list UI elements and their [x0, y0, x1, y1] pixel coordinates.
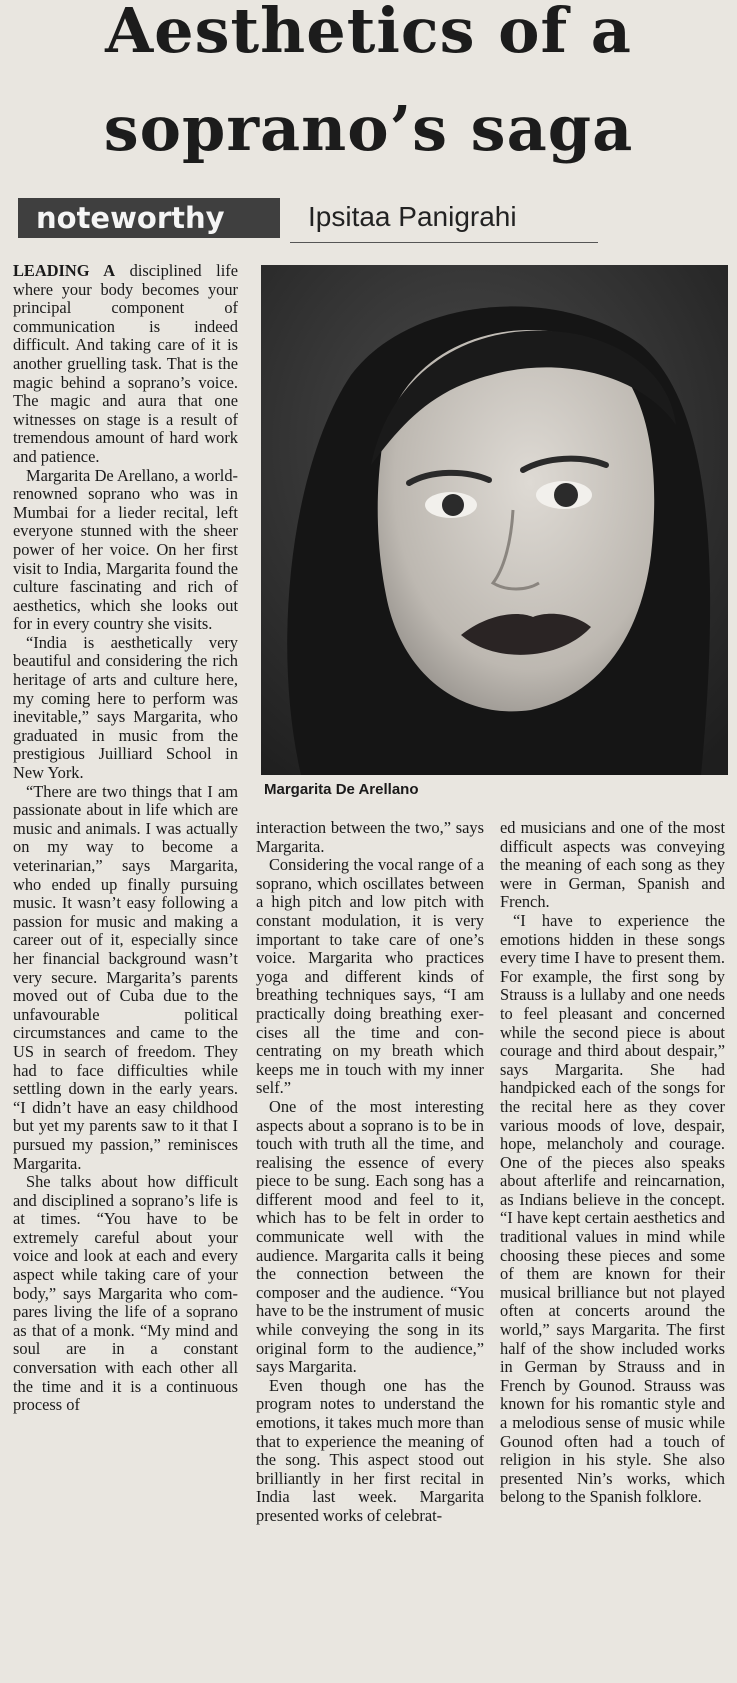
paragraph: Even though one has the program notes to understand the emotions, it takes much more than that to experience the meaning of the song. This aspect stood out brilliantly in her first recital in India last week. Margarita presented works of celebrat- [256, 1375, 484, 1525]
portrait-photo [261, 265, 728, 775]
paragraph: Considering the vocal range of a soprano, which oscillates between a high pitch and low pitch with constant modulation, it is very important to take care of one’s voice. Margarita who practices yoga and different kinds of breathing techniques says, “I am practically doing breathing exercises all the time and concentrating on my breath which keeps me in touch with my inner self.” [256, 855, 484, 1098]
paragraph: “India is aesthetically very beautiful and considering the rich heritage of arts and culture here, my coming here to perform was inevitable,” says Margarita, who graduated in music from the prestigious Juilliard School in New York. [13, 632, 238, 783]
paragraph: One of the most interesting aspects about a soprano is to be in touch with truth all the time, and realising the essence of every piece to be sung. Each song has a different mood and feel to it, which has to be felt in order to communicate well with the audience. Margarita calls it being the connection between the composer and the audience. “You have to be the instrument of music while conveying the song in its original form to the audience,” says Margarita. [256, 1096, 484, 1377]
paragraph: She talks about how difficult and disciplined a soprano’s life is at times. “You have to be extremely careful about your voice and look at each and every aspect while taking care of your body,” says Margarita who compares living the life of a soprano as that of a monk. “My mind and soul are in a constant conversation with each other all the time and it is a continuous process of [13, 1172, 238, 1415]
paragraph: ed musicians and one of the most difficult aspects was conveying the meaning of each song as they were in German, Spanish and French. [500, 818, 725, 912]
byline [18, 198, 598, 238]
headline-line-2: soprano’s saga [103, 92, 634, 165]
article-column-3 [500, 819, 725, 1507]
section-tag: noteworthy [18, 198, 280, 238]
paragraph: Margarita De Arellano, a world-renowned soprano who was in Mumbai for a lieder recital, left everyone stunned with the sheer power of her voice. On her first visit to India, Margarita found the culture fascinating and rich of aesthetics, which she looks out for in every country she visits. [13, 465, 238, 634]
lead-in: LEADING A [13, 261, 116, 280]
article-column-1 [13, 262, 238, 1415]
paragraph: “There are two things that I am passionate about in life which are music and animals. I was actually on my way to become a veterinarian,” says Margarita, who ended up finally pursuing music. It wasn’t easy following a passion for music and making a career out of it, especially since her financial background wasn’t very secure. Margarita’s parents moved out of Cuba due to the unfavourable political circumstances and came to the US in search of freedom. They had to face difficulties while settling down in the early years. “I didn’t have an easy childhood but yet my parents saw to it that I pursued my passion,” reminisces Margarita. [13, 781, 238, 1173]
author-name: Ipsitaa Panigrahi [308, 201, 517, 232]
paragraph-text: disciplined life where your body becomes your principal component of communication is indeed difficult. And taking care of it is another gruelling task. That is the magic behind a soprano’s voice. The magic and aura that one witnesses on stage is a result of tremendous amount of hard work and patience. [13, 261, 238, 466]
paragraph: interaction between the two,” says Margarita. [256, 818, 484, 856]
byline-divider [290, 242, 598, 243]
paragraph [13, 262, 238, 467]
paragraph: “I have to experience the emotions hidden in these songs every time I have to present them. For example, the first song by Strauss is a lullaby and one needs to feel pleasant and concerned while the second piece is about courage and third about despair,” says Margarita. She had handpicked each of the songs for the recital here as they cover various moods of love, despair, hope, melancholy and courage. One of the pieces also speaks about afterlife and reincarnation, as Indians believe in the concept. “I have kept certain aesthetics and traditional values in mind while choosing these pieces and some of them are known for their musical brilliance but not played often at concerts around the world,” says Margarita. The first half of the show included works in German by Strauss and in French by Gounod. Strauss was known for his romantic style and a melodious sense of music while Gounod often had a touch of religion in his style. She also presented Nin’s works, which belong to the Spanish folklore. [500, 910, 725, 1507]
article-column-2 [256, 819, 484, 1526]
photo-caption: Margarita De Arellano [264, 781, 419, 798]
headline-line-1: Aesthetics of a [105, 0, 632, 67]
